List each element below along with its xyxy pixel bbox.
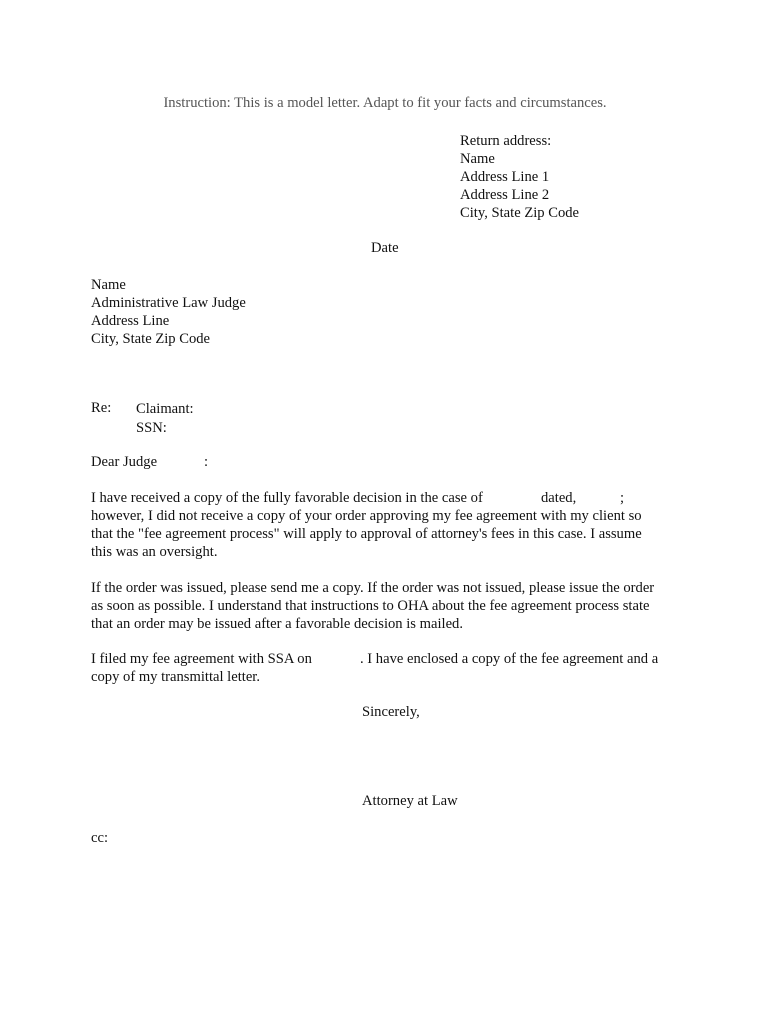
paragraph-3-line-1-text: I filed my fee agreement with SSA on [91,651,312,667]
paragraph-1-line-3: that the "fee agreement process" will apply to approval of attorney's fees in this case. I assume [91,526,642,542]
paragraph-2-line-2: as soon as possible. I understand that instructions to OHA about the fee agreement process state [91,598,650,614]
recipient-name: Name [91,277,126,293]
paragraph-1-line-4: this was an oversight. [91,544,218,560]
instruction-note: Instruction: This is a model letter. Adapt to fit your facts and circumstances. [163,95,607,111]
letter-date: Date [371,240,399,256]
paragraph-1-line-1-text: I have received a copy of the fully favorable decision in the case of [91,490,483,506]
return-address-name: Name [460,151,495,167]
re-details [136,400,194,438]
paragraph-3-line-2: copy of my transmittal letter. [91,669,261,685]
recipient-address-block [91,276,246,348]
salutation [91,454,209,471]
recipient-city-state-zip: City, State Zip Code [91,331,211,347]
paragraph-1-line-2: however, I did not receive a copy of your order approving my fee agreement with my client so [91,508,642,524]
recipient-address-line: Address Line [91,313,170,329]
re-claimant: Claimant: [136,401,194,417]
paragraph-2 [91,579,654,633]
paragraph-1-semicolon: ; [620,490,625,506]
re-label: Re: [91,400,112,416]
paragraph-2-line-3: that an order may be issued after a favorable decision is mailed. [91,616,463,632]
return-address-line-2: Address Line 2 [460,187,550,203]
salutation-text: Dear Judge [91,454,158,470]
recipient-title: Administrative Law Judge [91,295,246,311]
return-address-city-state-zip: City, State Zip Code [460,205,580,221]
paragraph-1-dated: dated, [541,490,577,506]
closing: Sincerely, [362,704,420,720]
salutation-colon: : [204,454,209,470]
return-address-line-1: Address Line 1 [460,169,550,185]
return-address-heading: Return address: [460,133,552,149]
paragraph-3-line-1-continuation: . I have enclosed a copy of the fee agreement and a [360,651,659,667]
paragraph-1-line-1 [91,489,642,507]
paragraph-1 [91,489,642,561]
paragraph-3-line-1 [91,650,659,668]
paragraph-2-line-1: If the order was issued, please send me a copy. If the order was not issued, please issue the order [91,580,655,596]
return-address-block [460,132,579,222]
cc-line: cc: [91,830,109,846]
signature-title: Attorney at Law [362,793,458,809]
paragraph-3 [91,650,659,686]
re-ssn: SSN: [136,420,167,436]
